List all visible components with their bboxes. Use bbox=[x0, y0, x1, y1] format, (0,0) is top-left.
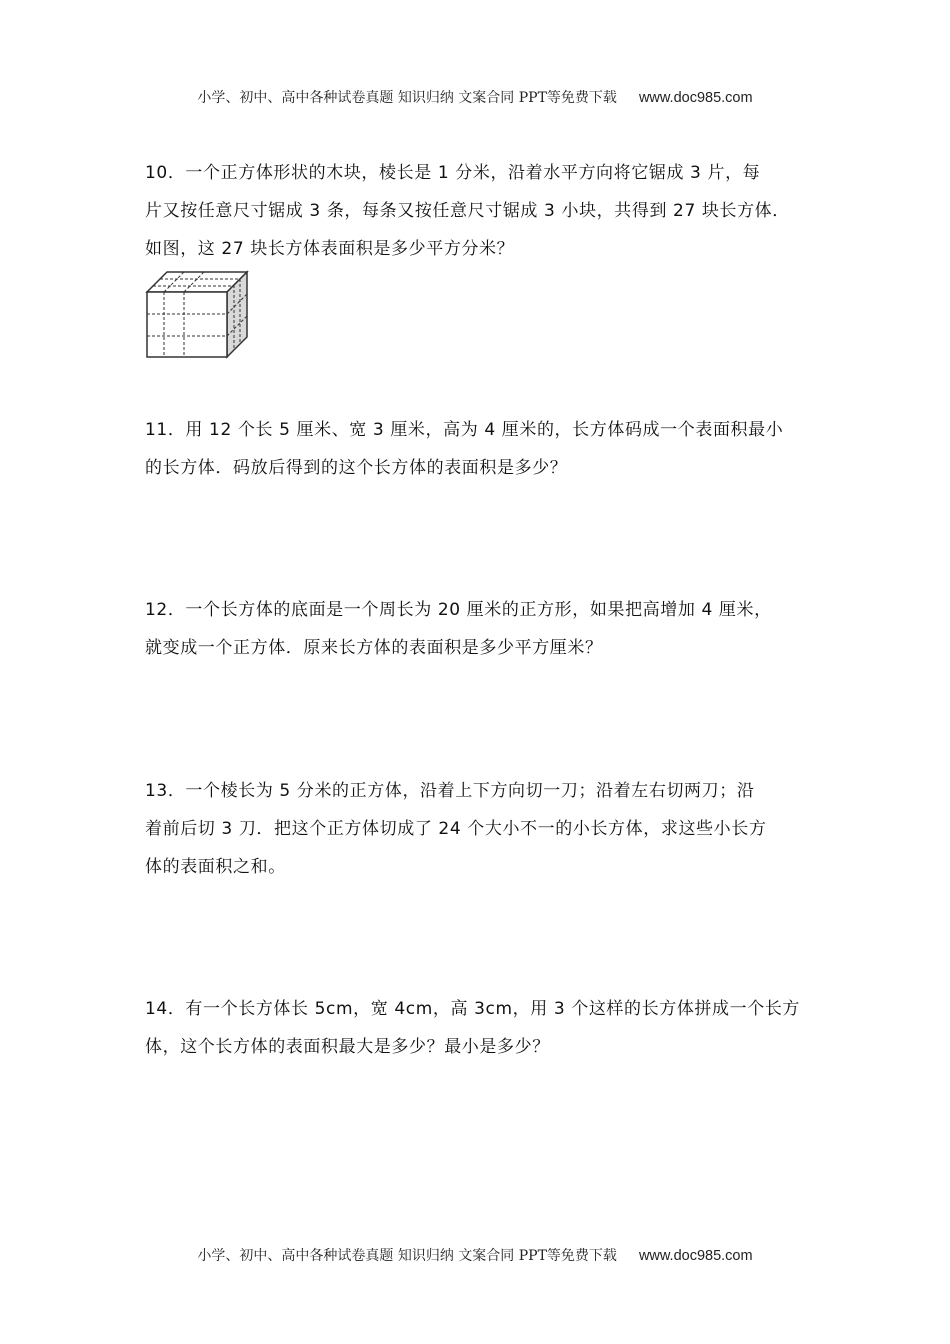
question-10-line-3: 如图，这 27 块长方体表面积是多少平方分米？ bbox=[145, 239, 515, 259]
header-site-link[interactable]: www.doc985.com bbox=[638, 90, 753, 106]
question-11 bbox=[145, 411, 807, 487]
question-10 bbox=[145, 154, 807, 268]
question-12 bbox=[145, 591, 807, 667]
page-footer bbox=[0, 1245, 950, 1265]
question-14-line-2: 体，这个长方体的表面积最大是多少？最小是多少？ bbox=[145, 1037, 550, 1057]
question-12-line-1: 12．一个长方体的底面是一个周长为 20 厘米的正方形，如果把高增加 4 厘米， bbox=[145, 600, 772, 620]
question-13 bbox=[145, 772, 807, 886]
question-14-line-1: 14．有一个长方体长 5cm，宽 4cm，高 3cm，用 3 个这样的长方体拼成一个长方 bbox=[145, 999, 801, 1019]
question-13-line-2: 着前后切 3 刀．把这个正方体切成了 24 个大小不一的小长方体，求这些小长方 bbox=[145, 819, 767, 839]
cube-front-face bbox=[147, 292, 227, 357]
question-10-line-2: 片又按任意尺寸锯成 3 条，每条又按任意尺寸锯成 3 小块，共得到 27 块长方体． bbox=[145, 201, 790, 221]
question-13-line-3: 体的表面积之和。 bbox=[145, 857, 286, 877]
question-12-line-2: 就变成一个正方体．原来长方体的表面积是多少平方厘米？ bbox=[145, 638, 603, 658]
cube-cut-diagram bbox=[144, 269, 250, 361]
page-header bbox=[0, 87, 950, 107]
footer-text: 小学、初中、高中各种试卷真题 知识归纳 文案合同 PPT等免费下载 bbox=[197, 1248, 617, 1264]
question-13-line-1: 13．一个棱长为 5 分米的正方体，沿着上下方向切一刀；沿着左右切两刀；沿 bbox=[145, 781, 755, 801]
question-14 bbox=[145, 990, 807, 1066]
header-text: 小学、初中、高中各种试卷真题 知识归纳 文案合同 PPT等免费下载 bbox=[197, 90, 617, 106]
question-11-line-2: 的长方体．码放后得到的这个长方体的表面积是多少？ bbox=[145, 458, 568, 478]
question-10-line-1: 10．一个正方体形状的木块，棱长是 1 分米，沿着水平方向将它锯成 3 片，每 bbox=[145, 163, 761, 183]
footer-site-link[interactable]: www.doc985.com bbox=[638, 1248, 753, 1264]
question-11-line-1: 11．用 12 个长 5 厘米、宽 3 厘米，高为 4 厘米的，长方体码成一个表面积最小 bbox=[145, 420, 784, 440]
